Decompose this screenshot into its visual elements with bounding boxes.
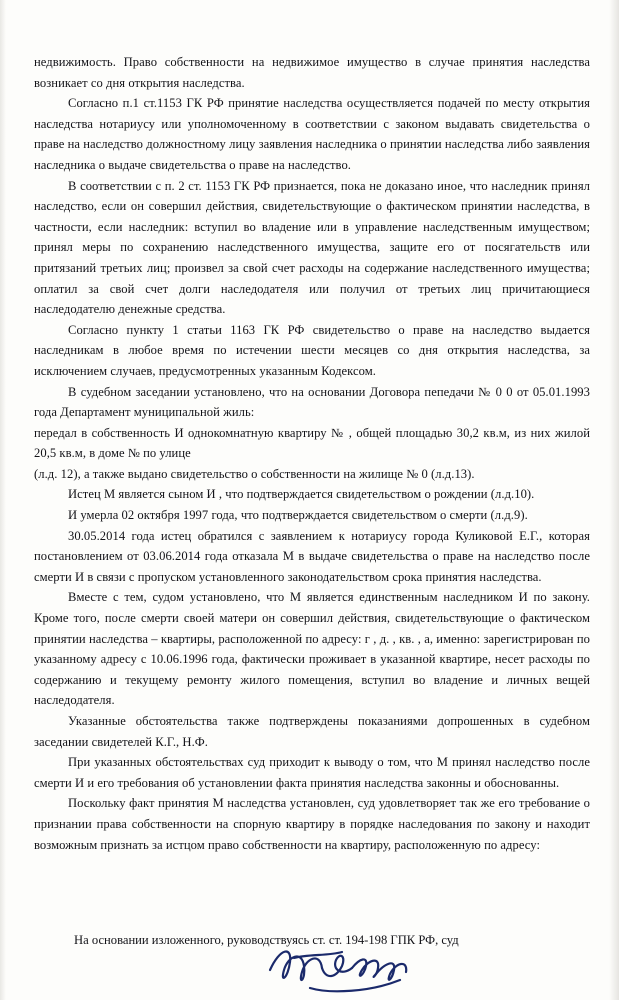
paragraph-11: Вместе с тем, судом установлено, что М является единственным наследником И по закону. Кроме того, после смерти своей матери он совершил действия, свидетельствующие о фактическом принятии наследства – квартиры, расположенной по адресу: г , д. , кв. , а, именно: зарегистрирован по указанному адресу с 10.06.1996 года, фактически проживает в указанной квартире, несет расходы по содержанию и текущему ремонту жилого помещения, вступил во владение и личных вещей наследодателя. [34,590,590,708]
paragraph-13: При указанных обстоятельствах суд приходит к выводу о том, что М принял наследство после смерти И и его требования об установлении факта принятия наследства законны и обоснованны. [34,755,590,790]
paragraph-5: В судебном заседании установлено, что на основании Договора пепедачи № 0 0 от 05.01.1993 года Департамент муниципальной жиль: [34,384,590,420]
handwritten-signature [250,940,450,1000]
paragraph-10: 30.05.2014 года истец обратился с заявлением к нотариусу города Куликовой Е.Г., которая постановлением от 03.06.2014 года отказала М в выдаче свидетельства о праве на наследство после смерти И в связи с пропуском установленного законодательством срока принятия наследства. [34,528,590,584]
paragraph-8: Истец М является сыном И , что подтверждается свидетельством о рождении (л.д.10). [68,487,535,502]
paragraph-2: Согласно п.1 ст.1153 ГК РФ принятие наследства осуществляется подачей по месту открытия наследства нотариусу или уполномоченному в соответствии с законом выдавать свидетельства о праве на наследство должностному лицу заявления наследника о принятии наследства либо заявления наследника о выдаче свидетельства о праве на наследство. [34,96,590,172]
document-body [34,52,590,855]
paragraph-9: И умерла 02 октября 1997 года, что подтверждается свидетельством о смерти (л.д.9). [68,508,528,523]
paragraph-6: передал в собственность И однокомнатную квартиру № , общей площадью 30,2 кв.м, из них жилой 20,5 кв.м, в доме № по улице [34,425,590,461]
closing-statement-text: На основании изложенного, руководствуясь ст. ст. 194-198 ГПК РФ, суд [74,933,459,947]
paragraph-3: В соответствии с п. 2 ст. 1153 ГК РФ признается, пока не доказано иное, что наследник принял наследство, если он совершил действия, свидетельствующие о фактическом принятии наследства, в частности, если наследник: вступил во владение или в управление наследственным имуществом; принял меры по сохранению наследственного имущества, защите его от посягательств или притязаний третьих лиц; произвел за свой счет расходы на содержание наследственного имущества; оплатил за свой счет долги наследодателя или получил от третьих лиц причитающиеся наследодателю денежные средства. [34,178,590,317]
paragraph-1: недвижимость. Право собственности на недвижимое имущество в случае принятия наследства возникает со дня открытия наследства. [34,55,590,90]
paragraph-14: Поскольку факт принятия М наследства установлен, суд удовлетворяет так же его требование о признании права собственности на спорную квартиру в порядке наследования по закону и находит возможным признать за истцом право собственности на квартиру, расположенную по адресу: [34,796,590,852]
paragraph-12: Указанные обстоятельства также подтверждены показаниями допрошенных в судебном заседании свидетелей К.Г., Н.Ф. [34,714,590,749]
paragraph-4: Согласно пункту 1 статьи 1163 ГК РФ свидетельство о праве на наследство выдается наследникам в любое время по истечении шести месяцев со дня открытия наследства, за исключением случаев, предусмотренных указанным Кодексом. [34,322,590,378]
paragraph-7: (л.д. 12), а также выдано свидетельство о собственности на жилище № 0 (л.д.13). [34,466,475,481]
